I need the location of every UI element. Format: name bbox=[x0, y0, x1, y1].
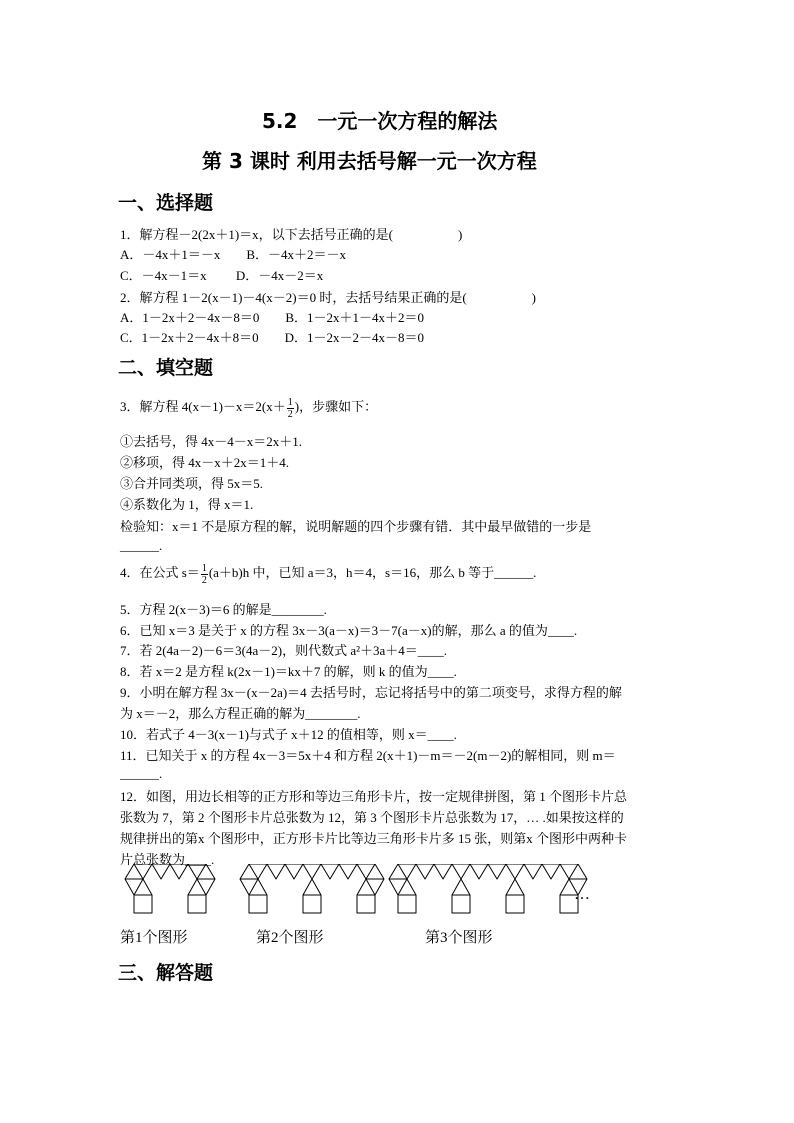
q9-line1: 9．小明在解方程 3x－(x－2a)＝4 去括号时，忘记将括号中的第二项变号，求得方程的解 bbox=[120, 685, 622, 700]
figure-caption-2: 第2个图形 bbox=[256, 930, 324, 946]
q3-step3: ③合并同类项，得 5x＝5. bbox=[120, 476, 264, 491]
q4-frac-den: 2 bbox=[201, 574, 207, 586]
tile-pattern-figure bbox=[118, 864, 598, 920]
q3-frac-den: 2 bbox=[287, 408, 293, 420]
q3-step1: ①去括号，得 4x－4－x＝2x＋1. bbox=[120, 434, 303, 449]
q5: 5．方程 2(x－3)＝6 的解是________. bbox=[120, 602, 327, 617]
q8: 8．若 x＝2 是方程 k(2x－1)＝kx＋7 的解，则 k 的值为____. bbox=[120, 664, 457, 679]
lesson-subtitle: 第 3 课时 利用去括号解一元一次方程 bbox=[202, 149, 537, 173]
section-heading-fill: 二、填空题 bbox=[118, 357, 214, 379]
q1-options-cd: C．－4x－1＝x D．－4x－2＝x bbox=[120, 268, 324, 283]
q12-line3: 规律拼出的第x 个图形中，正方形卡片比等边三角形卡片多 15 张，则第x 个图形中两种卡 bbox=[120, 831, 628, 846]
q2-stem: 2．解方程 1－2(x－1)－4(x－2)＝0 时，去括号结果正确的是( ) bbox=[120, 290, 536, 305]
q1-stem: 1．解方程－2(2x＋1)＝x，以下去括号正确的是( ) bbox=[120, 227, 463, 242]
q10: 10．若式子 4－3(x－1)与式子 x＋12 的值相等，则 x＝____. bbox=[120, 727, 457, 742]
figure-2-tiles bbox=[240, 864, 384, 913]
q12-line1: 12．如图，用边长相等的正方形和等边三角形卡片，按一定规律拼图，第 1 个图形卡片总 bbox=[120, 789, 628, 804]
q7: 7．若 2(4a－2)－6＝3(4a－2)，则代数式 a²＋3a＋4＝____. bbox=[120, 643, 448, 658]
q2-options-ab: A．1－2x＋2－4x－8＝0 B．1－2x＋1－4x＋2＝0 bbox=[120, 310, 425, 325]
q3-check: 检验知：x＝1 不是原方程的解，说明解题的四个步骤有错．其中最早做错的一步是 bbox=[120, 519, 592, 534]
lesson-title: 5.2 一元一次方程的解法 bbox=[262, 109, 498, 133]
q3-blank: ______. bbox=[120, 538, 163, 553]
q3-fraction bbox=[287, 397, 294, 420]
q4-stem bbox=[120, 562, 536, 586]
q3-step4: ④系数化为 1，得 x＝1. bbox=[120, 497, 254, 512]
q11-line2: ______. bbox=[120, 766, 163, 781]
figure-3-tiles bbox=[389, 864, 587, 913]
q4-fraction bbox=[201, 563, 208, 586]
figure-ellipsis: … bbox=[574, 886, 590, 903]
q3-stem bbox=[120, 396, 377, 420]
q4-stem-end: (a＋b)h 中，已知 a＝3，h＝4，s＝16，那么 b 等于______. bbox=[208, 565, 537, 580]
figure-caption-1: 第1个图形 bbox=[120, 930, 188, 946]
figure-1-tiles bbox=[125, 864, 215, 913]
q4-stem-start: 4．在公式 s＝ bbox=[120, 565, 200, 580]
section-heading-choice: 一、选择题 bbox=[118, 192, 214, 214]
figure-caption-3: 第3个图形 bbox=[425, 930, 493, 946]
q3-stem-start: 3．解方程 4(x－1)－x＝2(x＋ bbox=[120, 399, 286, 414]
q6: 6．已知 x＝3 是关于 x 的方程 3x－3(a－x)＝3－7(a－x)的解，那么 a 的值为____. bbox=[120, 623, 578, 638]
q3-stem-end: )，步骤如下： bbox=[294, 399, 378, 414]
q12-line4: 片总张数为____. bbox=[120, 852, 215, 867]
q3-step2: ②移项，得 4x－x＋2x＝1＋4. bbox=[120, 455, 290, 470]
q3-frac-num: 1 bbox=[287, 396, 293, 408]
q11-line1: 11．已知关于 x 的方程 4x－3＝5x＋4 和方程 2(x＋1)－m＝－2(m－2)的解相同，则 m＝ bbox=[120, 748, 616, 763]
section-heading-solve: 三、解答题 bbox=[118, 962, 214, 984]
q1-options-ab: A．－4x＋1＝－x B．－4x＋2＝－x bbox=[120, 247, 347, 262]
q9-line2: 为 x＝－2，那么方程正确的解为________. bbox=[120, 706, 361, 721]
q4-frac-num: 1 bbox=[201, 562, 207, 574]
q12-line2: 张数为 7，第 2 个图形卡片总张数为 12，第 3 个图形卡片总张数为 17，… .如果按这样的 bbox=[120, 810, 624, 825]
q2-options-cd: C．1－2x＋2－4x＋8＝0 D．1－2x－2－4x－8＝0 bbox=[120, 330, 425, 345]
